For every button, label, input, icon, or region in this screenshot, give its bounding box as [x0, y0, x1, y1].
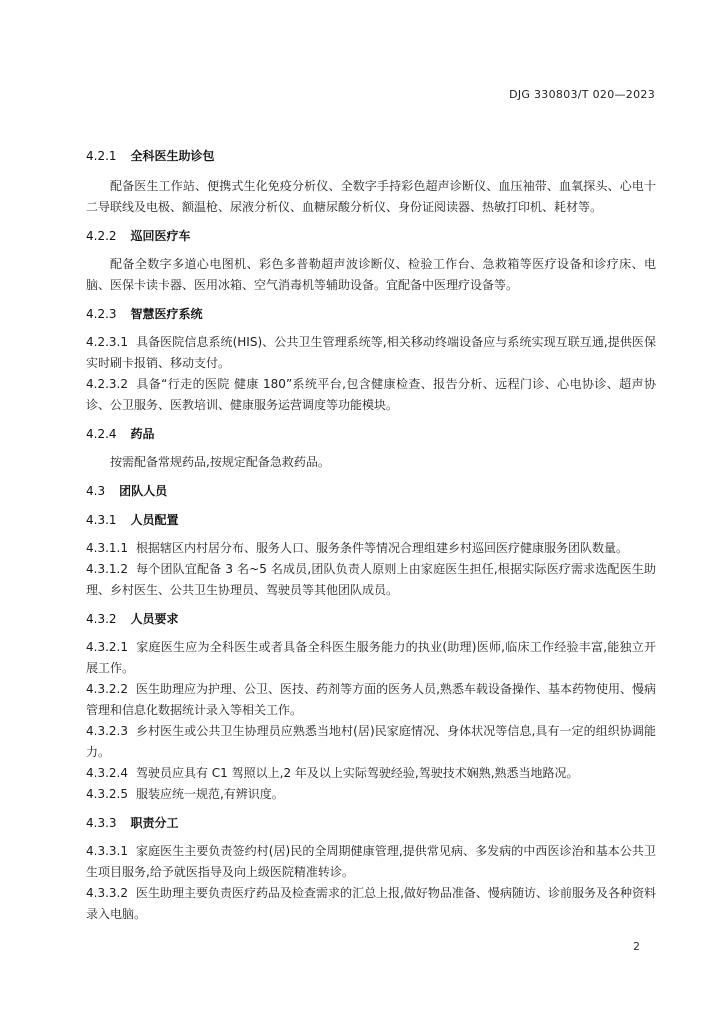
clause-text: 乡村医生或公共卫生协理员应熟悉当地村(居)民家庭情况、身体状况等信息,具有一定的组织协调能力。	[86, 724, 656, 759]
clause-text: 每个团队宜配备 3 名~5 名成员,团队负责人原则上由家庭医生担任,根据实际医疗需求选配医生助理、乡村医生、公共卫生协理员、驾驶员等其他团队成员。	[86, 562, 656, 597]
clause-4-2-3-1	[86, 332, 656, 374]
heading-4-2-1	[86, 148, 656, 164]
heading-number: 4.3.3	[86, 816, 117, 830]
heading-number: 4.2.3	[86, 307, 117, 321]
heading-title: 团队人员	[119, 484, 168, 498]
heading-4-3-1	[86, 512, 656, 528]
clause-text: 驾驶员应具有 C1 驾照以上,2 年及以上实际驾驶经验,驾驶技术娴熟,熟悉当地路况。	[135, 766, 579, 780]
clause-number: 4.3.3.2	[86, 886, 128, 900]
heading-4-2-2	[86, 228, 656, 244]
clause-4-3-3-1	[86, 841, 656, 883]
clause-4-3-2-1	[86, 637, 656, 679]
page-number: 2	[633, 940, 640, 953]
clause-4-3-3-2	[86, 883, 656, 925]
heading-4-3-2	[86, 611, 656, 627]
clause-text: 服装应统一规范,有辨识度。	[135, 787, 284, 801]
clause-number: 4.3.2.3	[86, 724, 128, 738]
clause-number: 4.3.3.1	[86, 844, 128, 858]
heading-title: 全科医生助诊包	[130, 149, 215, 163]
clause-number: 4.3.1.2	[86, 562, 128, 576]
clause-number: 4.3.2.2	[86, 682, 128, 696]
heading-number: 4.2.2	[86, 229, 117, 243]
heading-title: 人员配置	[130, 513, 179, 527]
heading-number: 4.2.1	[86, 149, 117, 163]
document-code: DJG 330803/T 020—2023	[509, 88, 655, 101]
clause-4-3-2-2	[86, 679, 656, 721]
clause-text: 具备医院信息系统(HIS)、公共卫生管理系统等,相关移动终端设备应与系统实现互联互通,提供医保实时刷卡报销、移动支付。	[86, 335, 656, 370]
clause-number: 4.2.3.1	[86, 335, 128, 349]
paragraph: 按需配备常规药品,按规定配备急救药品。	[110, 455, 330, 469]
heading-number: 4.3.2	[86, 612, 117, 626]
clause-text: 根据辖区内村居分布、服务人口、服务条件等情况合理组建乡村巡回医疗健康服务团队数量。	[135, 541, 628, 555]
heading-4-2-3	[86, 306, 656, 322]
heading-title: 职责分工	[130, 816, 179, 830]
clause-text: 医生助理主要负责医疗药品及检查需求的汇总上报,做好物品准备、慢病随访、诊前服务及各种资料录入电脑。	[86, 886, 656, 921]
clause-number: 4.3.2.5	[86, 787, 128, 801]
clause-4-3-2-3	[86, 721, 656, 763]
clause-text: 家庭医生应为全科医生或者具备全科医生服务能力的执业(助理)医师,临床工作经验丰富,能独立开展工作。	[86, 640, 656, 675]
heading-number: 4.3	[86, 484, 106, 498]
clause-4-2-3-2	[86, 374, 656, 416]
heading-title: 巡回医疗车	[130, 229, 191, 243]
heading-4-3-3	[86, 815, 656, 831]
heading-title: 智慧医疗系统	[130, 307, 203, 321]
heading-title: 药品	[130, 427, 155, 441]
heading-number: 4.3.1	[86, 513, 117, 527]
clause-text: 医生助理应为护理、公卫、医技、药剂等方面的医务人员,熟悉车载设备操作、基本药物使用、慢病管理和信息化数据统计录入等相关工作。	[86, 682, 656, 717]
clause-4-3-2-4	[86, 763, 656, 784]
clause-number: 4.3.1.1	[86, 541, 128, 555]
heading-4-3	[86, 483, 656, 499]
clause-4-3-1-2	[86, 559, 656, 601]
clause-number: 4.3.2.1	[86, 640, 128, 654]
clause-number: 4.2.3.2	[86, 377, 128, 391]
paragraph: 配备全数字多道心电图机、彩色多普勒超声波诊断仪、检验工作台、急救箱等医疗设备和诊疗床、电脑、医保卡读卡器、医用冰箱、空气消毒机等辅助设备。宜配备中医理疗设备等。	[86, 257, 656, 292]
paragraph: 配备医生工作站、便携式生化免疫分析仪、全数字手持彩色超声诊断仪、血压袖带、血氧探头、心电十二导联线及电极、额温枪、尿液分析仪、血糖尿酸分析仪、身份证阅读器、热敏打印机、耗材等。	[86, 179, 656, 214]
heading-4-2-4	[86, 426, 656, 442]
heading-title: 人员要求	[130, 612, 179, 626]
clause-text: 家庭医生主要负责签约村(居)民的全周期健康管理,提供常见病、多发病的中西医诊治和基本公共卫生项目服务,给予就医指导及向上级医院精准转诊。	[86, 844, 656, 879]
heading-number: 4.2.4	[86, 427, 117, 441]
document-body	[86, 148, 656, 925]
clause-text: 具备“行走的医院 健康 180”系统平台,包含健康检查、报告分析、远程门诊、心电协诊、超声协诊、公卫服务、医教培训、健康服务运营调度等功能模块。	[86, 377, 656, 412]
clause-number: 4.3.2.4	[86, 766, 128, 780]
clause-4-3-2-5	[86, 784, 656, 805]
clause-4-3-1-1	[86, 538, 656, 559]
